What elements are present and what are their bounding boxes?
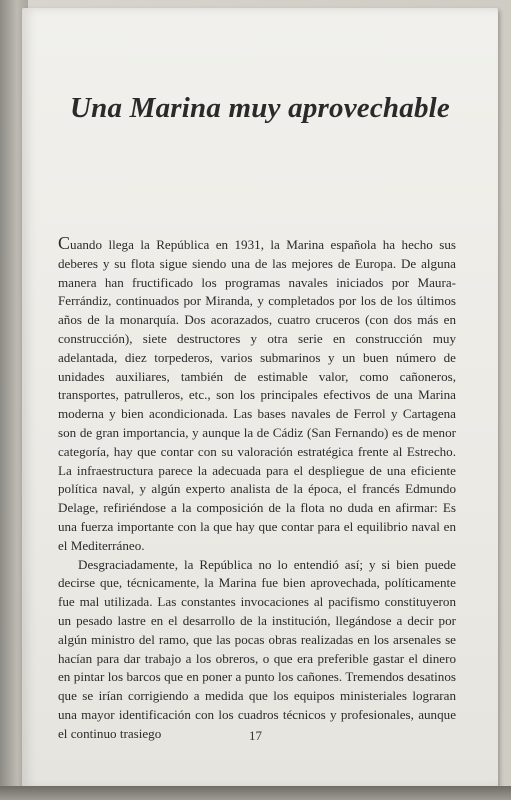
book-bottom-edge — [0, 786, 511, 800]
initial-letter: C — [58, 233, 71, 253]
paragraph-1 — [58, 233, 456, 556]
chapter-title: Una Marina muy aprovechable — [70, 92, 450, 124]
page-number: 17 — [249, 728, 262, 743]
paragraph-1-text: uando llega la República en 1931, la Marina española ha hecho sus deberes y su flota sigue siendo una de las mejores de Europa. De alguna manera han fructificado los programas navales iniciados por Maura-Ferrándiz, continuados por Miranda, y completados por los de los últimos años de la monarquía. Dos acorazados, cuatro cruceros (con dos más en construcción), siete destructores y otra serie en construcción muy adelantada, diez torpederos, varios submarinos y un buen número de unidades auxiliares, también de estimable valor, como cañoneros, transportes, patrulleros, etc., son los principales efectivos de una Marina moderna y bien acondicionada. Las bases navales de Ferrol y Cartagena son de gran importancia, y aunque la de Cádiz (San Fernando) es de menor categoría, hay que contar con su valoración estratégica frente al Estrecho. La infraestructura parece la adecuada para el despliegue de una eficiente política naval, y algún experto analista de la época, el francés Edmundo Delage, refiriéndose a la composición de la flota no duda en afirmar: Es una fuerza importante con la que hay que contar para el equilibrio naval en el Mediterráneo. — [58, 237, 456, 553]
paragraph-2 — [58, 556, 456, 744]
page-body-text — [58, 233, 456, 744]
paragraph-2-text: Desgraciadamente, la República no lo entendió así; y si bien puede decirse que, técnicamente, la Marina fue bien aprovechada, políticamente fue mal utilizada. Las constantes invocaciones al pacifismo constituyeron un pesado lastre en el desarrollo de la institución, llegándose a decir por algún ministro del ramo, que las pocas obras realizadas en los arsenales se hacían para dar trabajo a los obreros, o que era preferible gastar el dinero en pintar los barcos que en poner a punto los cañones. Tremendos desatinos que se irían corrigiendo a medida que los equipos ministeriales lograran una mayor identificación con los cuadros técnicos y profesionales, aunque el continuo trasiego — [58, 556, 456, 741]
